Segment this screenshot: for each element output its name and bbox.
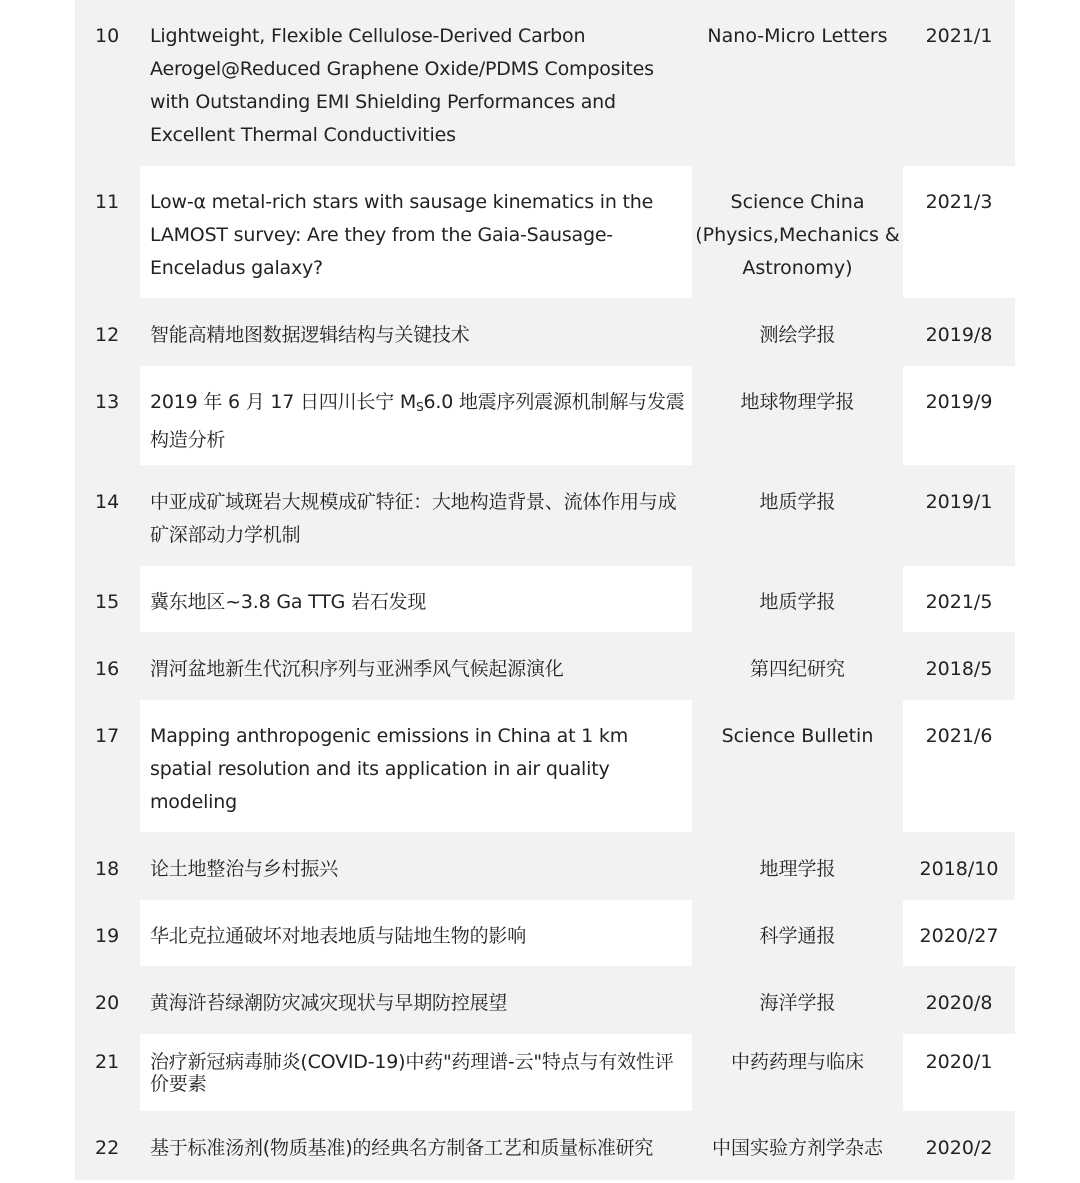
journal-name: 地质学报: [759, 491, 836, 513]
table-row: [75, 566, 1015, 632]
title-text: 中亚成矿域斑岩大规模成矿特征：大地构造背景、流体作用与成矿深部动力学机制: [150, 491, 677, 546]
table-row: [75, 700, 1015, 832]
publication-date: 2020/8: [925, 992, 993, 1014]
publication-date: 2019/9: [903, 366, 1015, 465]
table-row: [75, 1034, 1015, 1111]
paper-title: [140, 633, 692, 699]
title-text: 6.0 地震序列震源机制解与发震构造分析: [150, 391, 685, 451]
publication-date: 2020/27: [903, 900, 1015, 966]
paper-title: [140, 967, 692, 1033]
title-text: 智能高精地图数据逻辑结构与关键技术: [150, 324, 470, 346]
journal-name: Nano-Micro Letters: [707, 25, 888, 47]
table-row: [75, 466, 1015, 565]
publication-date: 2021/6: [903, 700, 1015, 832]
publication-date: 2021/5: [903, 566, 1015, 632]
row-number: 12: [95, 324, 120, 346]
publication-date: 2021/1: [925, 25, 993, 47]
row-number: 10: [95, 25, 120, 47]
journal-name: 地球物理学报: [740, 391, 855, 413]
paper-title: [140, 1112, 692, 1180]
row-number: 22: [95, 1137, 120, 1159]
publications-table: [75, 0, 1015, 1180]
paper-title: [140, 700, 692, 832]
title-text: 基于标准汤剂(物质基准)的经典名方制备工艺和质量标准研究: [150, 1137, 654, 1159]
journal-name: 海洋学报: [759, 992, 836, 1014]
paper-title: [140, 833, 692, 899]
publication-date: 2018/10: [919, 858, 999, 880]
publication-date: 2020/1: [903, 1034, 1015, 1111]
row-number: 15: [95, 591, 120, 613]
table-row: [75, 833, 1015, 899]
publication-date: 2019/1: [925, 491, 993, 513]
paper-title: [140, 0, 692, 165]
table-row: [75, 633, 1015, 699]
title-text: 论土地整治与乡村振兴: [150, 858, 339, 880]
row-number: 11: [95, 191, 120, 213]
title-text: 黄海浒苔绿潮防灾减灾现状与早期防控展望: [150, 992, 508, 1014]
row-number: 17: [95, 725, 120, 747]
table-row: [75, 166, 1015, 298]
title-subscript: S: [416, 400, 424, 414]
row-number: 14: [95, 491, 120, 513]
table-row: [75, 0, 1015, 165]
paper-title: [140, 299, 692, 365]
publication-date: 2020/2: [925, 1137, 993, 1159]
journal-name: Science China (Physics,Mechanics & Astronomy): [695, 191, 900, 279]
journal-name: 地理学报: [759, 858, 836, 880]
row-number: 21: [95, 1051, 120, 1073]
journal-name: 第四纪研究: [749, 658, 845, 680]
journal-name: 地质学报: [759, 591, 836, 613]
journal-name: 科学通报: [759, 925, 836, 947]
table-row: [75, 366, 1015, 465]
title-text: 冀东地区~3.8 Ga TTG 岩石发现: [150, 591, 427, 613]
title-text: 华北克拉通破坏对地表地质与陆地生物的影响: [150, 925, 527, 947]
journal-name: 中国实验方剂学杂志: [711, 1137, 883, 1159]
title-text: 2019 年 6 月 17 日四川长宁 M: [150, 391, 417, 413]
title-text: Lightweight, Flexible Cellulose-Derived Carbon Aerogel@Reduced Graphene Oxide/PDMS Composites with Outstanding EMI Shielding Performances and Excellent Thermal Conductivities: [150, 25, 654, 146]
paper-title: [140, 466, 692, 565]
paper-title: [140, 566, 692, 632]
journal-name: Science Bulletin: [721, 725, 874, 747]
row-number: 18: [95, 858, 120, 880]
table-row: [75, 900, 1015, 966]
title-text: 治疗新冠病毒肺炎(COVID-19)中药"药理谱-云"特点与有效性评价要素: [150, 1051, 674, 1095]
journal-name: 测绘学报: [759, 324, 836, 346]
paper-title: [140, 900, 692, 966]
title-text: Low-α metal-rich stars with sausage kinematics in the LAMOST survey: Are they from the Gaia-Sausage-Enceladus galaxy?: [150, 191, 654, 279]
publication-date: 2019/8: [925, 324, 993, 346]
row-number: 16: [95, 658, 120, 680]
title-text: Mapping anthropogenic emissions in China at 1 km spatial resolution and its application in air quality modeling: [150, 725, 629, 813]
paper-title: [140, 366, 692, 465]
row-number: 13: [95, 391, 120, 413]
publication-date: 2018/5: [925, 658, 993, 680]
table-row: [75, 1112, 1015, 1180]
table-row: [75, 967, 1015, 1033]
table-row: [75, 299, 1015, 365]
row-number: 19: [95, 925, 120, 947]
title-text: 渭河盆地新生代沉积序列与亚洲季风气候起源演化: [150, 658, 564, 680]
journal-name: 中药药理与临床: [730, 1051, 864, 1073]
paper-title: [140, 166, 692, 298]
row-number: 20: [95, 992, 120, 1014]
paper-title: [140, 1034, 692, 1111]
publication-date: 2021/3: [903, 166, 1015, 298]
